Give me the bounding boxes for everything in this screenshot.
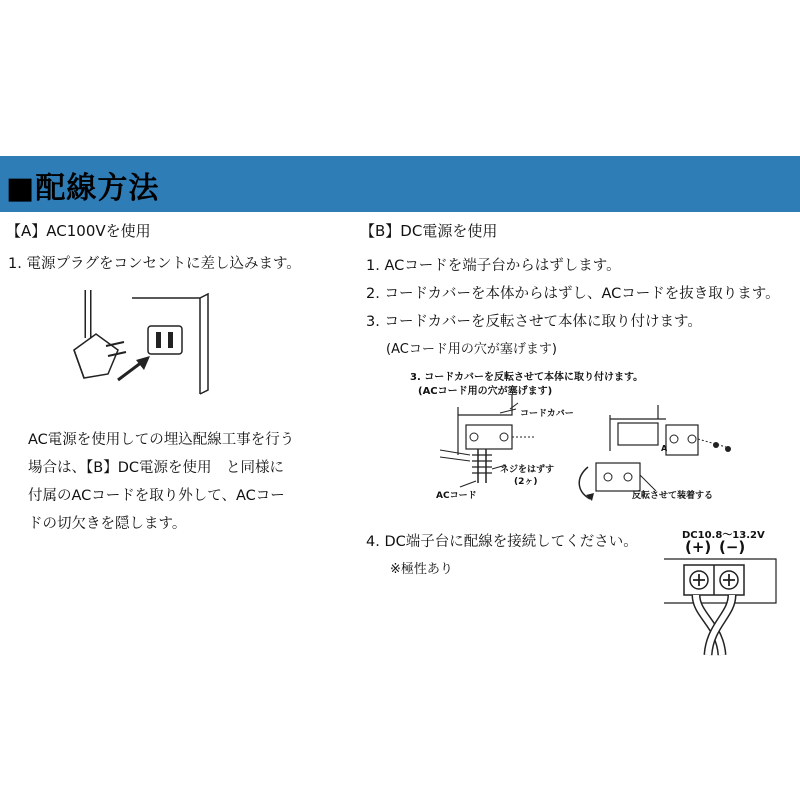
section-a-paragraph-line-3: 付属のACコードを取り外して、ACコー xyxy=(28,488,285,504)
section-b-step-2: 2. コードカバーを本体からはずし、ACコードを抜き取ります。 xyxy=(366,286,780,302)
terminal-voltage-label: DC10.8～13.2V xyxy=(682,530,765,541)
section-a-heading: 【A】AC100Vを使用 xyxy=(6,222,151,240)
label-screw-count: (2ヶ) xyxy=(514,477,538,487)
illustration-caption-line-1: 3. コードカバーを反転させて本体に取り付けます。 xyxy=(410,372,644,383)
section-b-heading: 【B】DC電源を使用 xyxy=(360,222,498,240)
section-b-step-3: 3. コードカバーを反転させて本体に取り付けます。 xyxy=(366,314,702,330)
section-a-paragraph-line-1: AC電源を使用しての埋込配線工事を行う xyxy=(28,432,295,448)
section-b-step-3-note: (ACコード用の穴が塞げます) xyxy=(386,342,557,357)
section-b-step-1: 1. ACコードを端子台からはずします。 xyxy=(366,258,621,274)
plug-outlet-illustration xyxy=(60,290,220,400)
label-remove-screw: ネジをはずす xyxy=(500,465,555,475)
section-b-step-4-note: ※極性あり xyxy=(390,562,453,577)
label-cord-cover: コードカバー xyxy=(520,409,574,419)
illustration-caption-line-2: (ACコード用の穴が塞げます) xyxy=(418,386,553,397)
dc-terminal-illustration xyxy=(660,555,780,660)
terminal-plus-label: (+) xyxy=(685,538,712,556)
label-ac-cord: ACコード xyxy=(436,491,477,501)
terminal-minus-label: (−) xyxy=(719,538,746,556)
section-a-paragraph-line-4: ドの切欠きを隠します。 xyxy=(28,516,187,532)
label-flip-attach: 反転させて装着する xyxy=(632,491,714,501)
page-title: ■配線方法 xyxy=(6,171,160,206)
section-b-step-4: 4. DC端子台に配線を接続してください。 xyxy=(366,534,638,550)
section-a-step-1: 1. 電源プラグをコンセントに差し込みます。 xyxy=(8,256,301,272)
section-a-paragraph-line-2: 場合は、【B】DC電源を使用 と同様に xyxy=(28,460,284,476)
label-a: A xyxy=(661,444,668,453)
